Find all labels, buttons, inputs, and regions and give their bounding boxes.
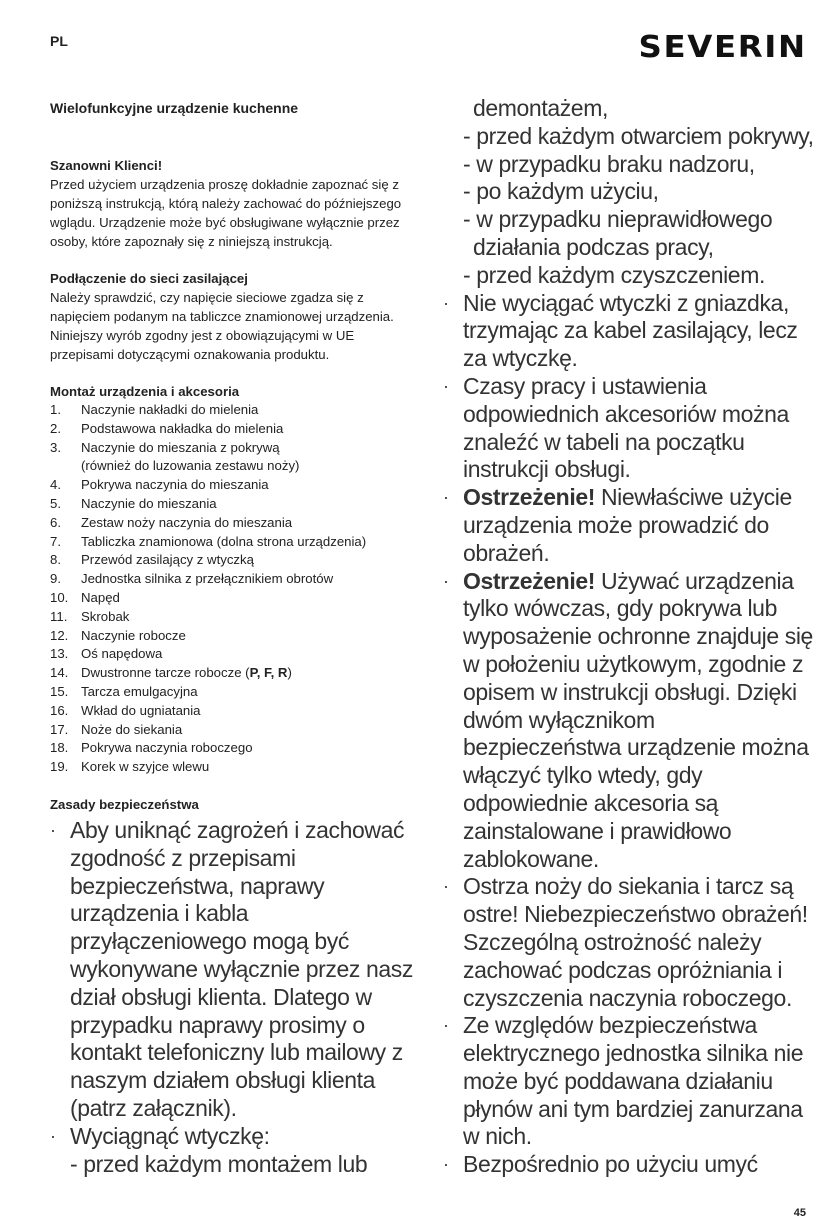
sub-item: działania podczas pracy, xyxy=(473,233,714,260)
bullet-glyph: · xyxy=(443,487,449,508)
intro-text: Przed użyciem urządzenia proszę dokładnie zapoznać się z poniższą instrukcją, którą należy zachować do późniejszego wglądu. Urządzenie może być obsługiwane wyłącznie przez osoby, które zapoznały się z niniejszą instrukcją. xyxy=(50,177,402,249)
bullet-text: Używać urządzenia tylko wówczas, gdy pokrywa lub wyposażenie ochronne znajduje się w położeniu użytkowym, zgodnie z opisem w instrukcji obsługi. Dzięki dwóm wyłącznikom bezpieczeństwa urządzenie można włączyć tylko wtedy, gdy odpowiednie akcesoria są zainstalowane i prawidłowo zablokowane. xyxy=(463,567,813,872)
bullet-text: Czasy pracy i ustawienia odpowiednich akcesoriów można znaleźć w tabeli na początku instrukcji obsługi. xyxy=(463,372,789,483)
list-item xyxy=(50,608,415,627)
list-item-text: Wkład do ugniatania xyxy=(81,702,201,718)
list-item-text: Tabliczka znamionowa (dolna strona urządzenia) xyxy=(81,533,367,549)
sub-item: - po każdym użyciu, xyxy=(463,178,659,205)
bullet-glyph: · xyxy=(443,375,449,396)
bullet-text: Bezpośrednio po użyciu umyć xyxy=(463,1151,758,1178)
list-item-text: Dwustronne tarcze robocze (P, F, R) xyxy=(81,665,292,681)
sub-item: demontażem, xyxy=(473,95,608,121)
list-item-number: 19. xyxy=(50,759,69,775)
bullet-glyph: · xyxy=(443,1015,449,1036)
list-item xyxy=(50,721,415,740)
list-item xyxy=(50,514,415,533)
list-item-number: 14. xyxy=(50,665,69,681)
safety-heading: Zasady bezpieczeństwa xyxy=(50,796,199,812)
list-item xyxy=(50,702,415,721)
list-item xyxy=(50,551,415,570)
list-item-text: Skrobak xyxy=(81,608,130,624)
list-item-text: Podstawowa nakładka do mielenia xyxy=(81,420,284,436)
safety-bullet xyxy=(50,817,415,1123)
list-item xyxy=(50,533,415,552)
bullet-text: Aby uniknąć zagrożeń i zachować zgodność z przepisami bezpieczeństwa, naprawy urządzenia i kabla przyłączeniowego mogą być wykonywane wyłącznie przez nasz dział obsługi klienta. Dlatego w przypadku naprawy prosimy o kontakt telefoniczny lub mailowy z naszym działem obsługi klienta (patrz załącznik). xyxy=(70,816,413,1121)
bullet-text: Nie wyciągać wtyczki z gniazdka, trzymając za kabel zasilający, lecz za wtyczkę. xyxy=(463,289,798,372)
list-item-text: Naczynie robocze xyxy=(81,627,186,643)
sub-item: - przed każdym montażem lub xyxy=(70,1150,368,1177)
intro-section xyxy=(50,156,415,251)
safety-bullet xyxy=(443,373,815,484)
list-item xyxy=(50,758,415,777)
disc-codes: P, F, R xyxy=(249,665,288,681)
list-item-number: 10. xyxy=(50,589,69,605)
list-item xyxy=(50,645,415,664)
power-section xyxy=(50,269,415,364)
list-item-number: 9. xyxy=(50,571,61,587)
list-item-text: Oś napędowa xyxy=(81,646,163,662)
list-item-text: Pokrywa naczynia roboczego xyxy=(81,740,253,756)
list-item-number: 7. xyxy=(50,533,61,549)
bullet-glyph: · xyxy=(443,876,449,897)
sub-item: - w przypadku braku nadzoru, xyxy=(463,150,755,177)
list-item xyxy=(50,570,415,589)
language-code: PL xyxy=(50,33,68,49)
document-title: Wielofunkcyjne urządzenie kuchenne xyxy=(50,100,299,116)
list-item-text: Tarcza emulgacyjna xyxy=(81,683,198,699)
bullet-glyph: · xyxy=(443,292,449,313)
sub-item: - przed każdym otwarciem pokrywy, xyxy=(463,122,814,149)
list-item xyxy=(50,683,415,702)
list-item-number: 11. xyxy=(50,608,68,624)
list-item-text: Korek w szyjce wlewu xyxy=(81,759,210,775)
safety-bullet xyxy=(443,1012,815,1151)
list-item xyxy=(50,495,415,514)
power-text: Należy sprawdzić, czy napięcie sieciowe zgadza się z napięciem podanym na tabliczce znamionowej urządzenia. Niniejszy wyrób zgodny jest z obowiązującymi w UE przepisami dotyczącymi oznakowania produktu. xyxy=(50,290,394,362)
list-item-text: Napęd xyxy=(81,589,120,605)
brand-logo: SEVERIN xyxy=(638,30,807,65)
power-heading: Podłączenie do sieci zasilającej xyxy=(50,271,248,286)
list-item-number: 6. xyxy=(50,514,61,530)
safety-bullet xyxy=(443,568,815,874)
sub-item: - w przypadku nieprawidłowego xyxy=(463,206,773,233)
list-item xyxy=(50,401,415,420)
list-item-text: Naczynie nakładki do mielenia xyxy=(81,402,259,417)
page-number: 45 xyxy=(793,1207,806,1219)
list-item xyxy=(50,589,415,608)
list-item-number: 3. xyxy=(50,439,61,455)
list-item-number: 15. xyxy=(50,683,69,699)
list-item-number: 16. xyxy=(50,702,69,718)
list-item-number: 8. xyxy=(50,552,61,568)
bullet-glyph: · xyxy=(443,1154,449,1175)
safety-bullet xyxy=(50,1123,415,1151)
list-item-number: 13. xyxy=(50,646,69,662)
list-item-text: Przewód zasilający z wtyczką xyxy=(81,552,254,568)
parts-section xyxy=(50,382,415,777)
bullet-text: Wyciągnąć wtyczkę: xyxy=(70,1122,270,1149)
list-item-number: 18. xyxy=(50,740,69,756)
list-item-number: 2. xyxy=(50,420,61,436)
list-item-number xyxy=(50,457,81,476)
parts-heading: Montaż urządzenia i akcesoria xyxy=(50,384,240,399)
list-item xyxy=(50,739,415,758)
list-item-text: Jednostka silnika z przełącznikiem obrotów xyxy=(81,571,334,587)
warning-label: Ostrzeżenie! xyxy=(463,567,595,594)
list-item xyxy=(50,457,415,476)
bullet-glyph: · xyxy=(50,819,56,840)
list-item-text: (również do luzowania zestawu noży) xyxy=(81,458,300,474)
safety-section xyxy=(50,795,415,1178)
list-item-number: 17. xyxy=(50,721,69,737)
bullet-text: Ostrza noży do siekania i tarcz są ostre! Niebezpieczeństwo obrażeń! Szczególną ostrożność należy zachować podczas opróżniania i czyszczenia naczynia roboczego. xyxy=(463,873,808,1011)
list-item xyxy=(50,420,415,439)
safety-bullet xyxy=(443,873,815,1012)
list-item xyxy=(50,476,415,495)
list-item-text: Noże do siekania xyxy=(81,721,183,737)
right-column xyxy=(443,95,815,1179)
safety-bullet xyxy=(443,290,815,373)
list-item-text: Pokrywa naczynia do mieszania xyxy=(81,477,269,493)
safety-bullet xyxy=(443,1151,815,1179)
bullet-text: Niewłaściwe użycie urządzenia może prowadzić do obrażeń. xyxy=(463,484,792,566)
bullet-glyph: · xyxy=(443,570,449,591)
list-item-number: 1. xyxy=(50,402,61,417)
safety-bullet xyxy=(443,484,815,567)
list-item xyxy=(50,627,415,646)
bullet-text: Ze względów bezpieczeństwa elektrycznego jednostka silnika nie może być poddawana działaniu płynów ani tym bardziej zanurzana w nich. xyxy=(463,1012,804,1150)
list-item-text: Naczynie do mieszania z pokrywą xyxy=(81,439,280,455)
list-item-number: 4. xyxy=(50,477,61,493)
warning-label: Ostrzeżenie! xyxy=(463,484,595,511)
sub-item: - przed każdym czyszczeniem. xyxy=(463,261,765,288)
parts-list xyxy=(50,401,415,777)
left-column xyxy=(50,95,415,1178)
list-item-number: 5. xyxy=(50,495,61,511)
list-item-number: 12. xyxy=(50,627,69,643)
intro-heading: Szanowni Klienci! xyxy=(50,158,163,173)
list-item-text: Naczynie do mieszania xyxy=(81,495,217,511)
list-item xyxy=(50,664,415,683)
list-item-text: Zestaw noży naczynia do mieszania xyxy=(81,514,293,530)
list-item xyxy=(50,439,415,458)
bullet-glyph: · xyxy=(50,1125,56,1146)
